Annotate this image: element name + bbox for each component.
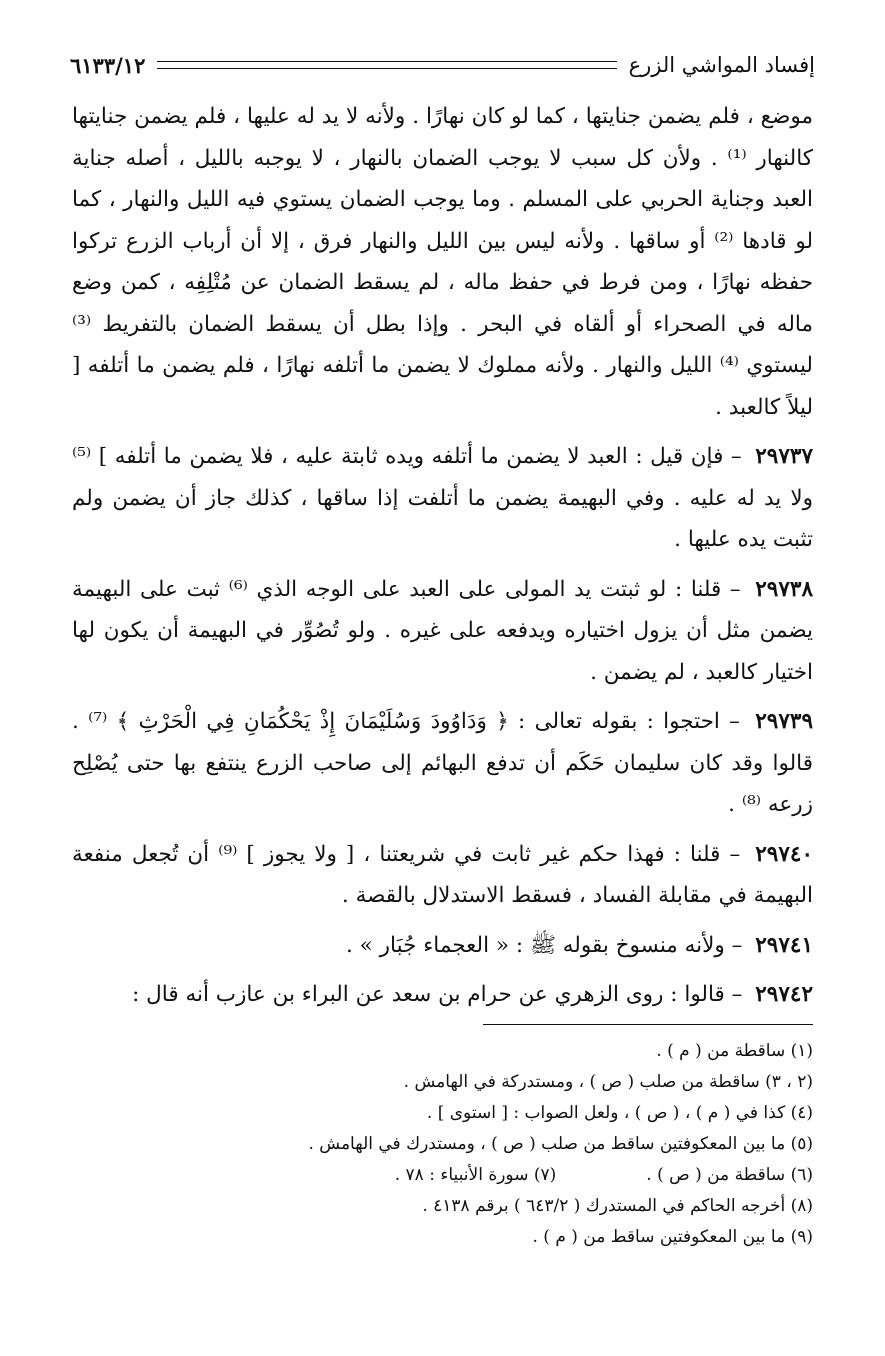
paragraph-number: ٢٩٧٤١ bbox=[755, 932, 813, 958]
paragraph bbox=[72, 925, 813, 967]
paragraph bbox=[72, 569, 813, 694]
footnote: (٩) ما بين المعكوفتين ساقط من ( م ) . bbox=[532, 1227, 813, 1247]
page-number: ٦١٣٣/١٢ bbox=[70, 52, 146, 78]
paragraph bbox=[72, 834, 813, 917]
footnote: (١) ساقطة من ( م ) . bbox=[656, 1041, 813, 1061]
paragraph-number: ٢٩٧٣٧ bbox=[755, 444, 813, 469]
footnote: (٥) ما بين المعكوفتين ساقط من صلب ( ص ) ، ومستدرك في الهامش . bbox=[308, 1134, 813, 1154]
paragraph-number: ٢٩٧٣٨ bbox=[755, 576, 813, 602]
paragraph-text: – قلنا : فهذا حكم غير ثابت في شريعتنا ، [ ولا يجوز ] ⁽⁹⁾ أن تُجعل منفعة البهيمة في مقابلة الفساد ، فسقط الاستدلال بالقصة . bbox=[72, 841, 813, 908]
paragraph-number: ٢٩٧٤٢ bbox=[755, 982, 813, 1007]
page-header bbox=[70, 50, 815, 80]
paragraph-text: – قلنا : لو ثبتت يد المولى على العبد على الوجه الذي ⁽⁶⁾ ثبت على البهيمة يضمن مثل أن يزول اختياره ويدفعه على غيره . ولو تُصُوِّر في البهيمة أن يكون لها اختيار كالعبد ، لم يضمن . bbox=[72, 576, 813, 685]
paragraph bbox=[72, 436, 813, 561]
header-double-rule bbox=[157, 61, 616, 69]
paragraph-text: موضع ، فلم يضمن جنايتها ، كما لو كان نهارًا . ولأنه لا يد له عليها ، فلم يضمن جنايتها كالنهار ⁽¹⁾ . ولأن كل سبب لا يوجب الضمان بالنهار ، لا يوجبه بالليل ، أصله جناية العبد وجناية الحربي على المسلم . وما يوجب الضمان يستوي فيه الليل والنهار ، كما لو قادها ⁽²⁾ أو ساقها . ولأنه ليس بين الليل والنهار فرق ، إلا أن أرباب الزرع تركوا حفظه نهارًا ، ومن فرط في حفظ ماله ، لم يسقط الضمان عن مُتْلِفِه ، كمن وضع ماله في الصحراء أو ألقاه في البحر . وإذا بطل أن يسقط الضمان بالتفريط ⁽³⁾ ليستوي ⁽⁴⁾ الليل والنهار . ولأنه مملوك لا يضمن ما أتلفه نهارًا ، فلم يضمن ما أتلفه [ ليلاً كالعبد . bbox=[72, 104, 814, 420]
running-title: إفساد المواشي الزرع bbox=[628, 53, 815, 77]
footnote: (٧) سورة الأنبياء : ٧٨ . bbox=[394, 1165, 557, 1185]
footnote: (٦) ساقطة من ( ص ) . bbox=[646, 1165, 813, 1185]
paragraph bbox=[72, 974, 813, 1016]
footnote: (٤) كذا في ( م ) ، ( ص ) ، ولعل الصواب : [ استوى ] . bbox=[426, 1103, 813, 1123]
paragraph-text: – قالوا : روى الزهري عن حرام بن سعد عن البراء بن عازب أنه قال : bbox=[132, 982, 743, 1007]
paragraph-text: – فإن قيل : العبد لا يضمن ما أتلفه ويده ثابتة عليه ، فلا يضمن ما أتلفه ] ⁽⁵⁾ ولا يد له عليه . وفي البهيمة يضمن ما أتلفت إذا ساقها ، كذلك جاز أن يضمن ولم تثبت يده عليها . bbox=[72, 444, 813, 552]
main-text bbox=[72, 96, 813, 1024]
paragraph-number: ٢٩٧٤٠ bbox=[755, 841, 813, 867]
paragraph-text: – ولأنه منسوخ بقوله ﷺ : « العجماء جُبَار » . bbox=[346, 932, 743, 958]
footnote: (٢ ، ٣) ساقطة من صلب ( ص ) ، ومستدركة في الهامش . bbox=[403, 1072, 813, 1092]
paragraph-text: – احتجوا : بقوله تعالى : ﴿ وَدَاوُودَ وَسُلَيْمَانَ إِذْ يَحْكُمَانِ فِي الْحَرْثِ ﴾ ⁽⁷⁾ . قالوا وقد كان سليمان حَكَم أن تدفع البهائم إلى صاحب الزرع ينتفع بها حتى يُصْلِح زرعه ⁽⁸⁾ . bbox=[72, 709, 813, 817]
paragraph bbox=[72, 96, 813, 428]
footnote-separator bbox=[483, 1024, 813, 1025]
footnote-row bbox=[72, 1160, 813, 1191]
paragraph-number: ٢٩٧٣٩ bbox=[755, 709, 813, 734]
footnote: (٨) أخرجه الحاكم في المستدرك ( ٦٤٣/٢ ) برقم ٤١٣٨ . bbox=[422, 1196, 813, 1216]
footnotes bbox=[72, 1036, 813, 1253]
paragraph bbox=[72, 701, 813, 826]
